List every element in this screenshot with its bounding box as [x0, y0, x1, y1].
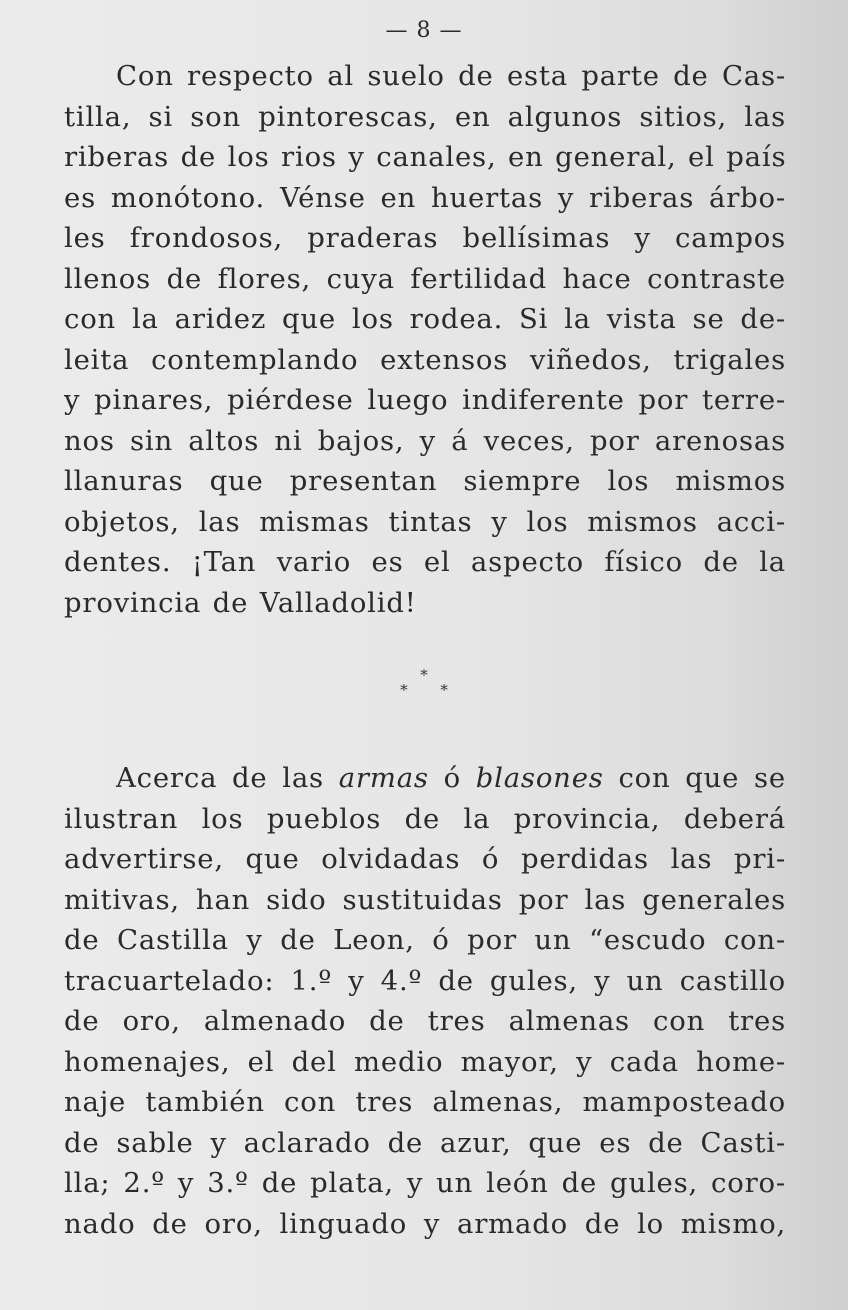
text-line: de Castilla y de Leon, ó por un “escudo con-: [64, 924, 786, 956]
text-line: nado de oro, linguado y armado de lo mismo,: [64, 1207, 786, 1240]
text-line: lla; 2.º y 3.º de plata, y un león de gules, coro-: [64, 1167, 786, 1199]
text-line: provincia de Valladolid!: [64, 586, 417, 619]
text-line: y pinares, piérdese luego indiferente por terre-: [64, 384, 786, 416]
ornament-stars-bottom: * *: [400, 681, 462, 699]
text-line: riberas de los rios y canales, en general, el país: [64, 141, 787, 173]
text-line: llenos de flores, cuya fertilidad hace contraste: [64, 262, 786, 295]
text-line: mitivas, han sido sustituidas por las generales: [64, 883, 786, 916]
text-line: ilustran los pueblos de la provincia, deberá: [64, 802, 786, 835]
ornament-star-top: *: [420, 666, 428, 684]
text-line: es monótono. Vénse en huertas y riberas árbo-: [64, 181, 786, 214]
text-line: les frondosos, praderas bellísimas y campos: [64, 222, 786, 254]
text-line: con la aridez que los rodea. Si la vista se de-: [64, 303, 786, 335]
italic-term-armas: armas: [338, 762, 429, 794]
paragraph-2: [64, 758, 786, 1244]
text-line: llanuras que presentan siempre los mismos: [64, 465, 786, 497]
text-run: con que se: [603, 762, 786, 794]
page-number: — 8 —: [385, 18, 463, 43]
text-line-first: [64, 758, 786, 799]
text-run: Acerca de las: [116, 762, 339, 794]
paragraph-1: [64, 56, 786, 623]
text-line: leita contemplando extensos viñedos, trigales: [64, 343, 786, 376]
italic-term-blasones: blasones: [475, 762, 604, 794]
text-line: naje también con tres almenas, mamposteado: [64, 1086, 786, 1118]
text-run: ó: [428, 762, 476, 794]
section-ornament: [0, 668, 848, 698]
text-line: tracuartelado: 1.º y 4.º de gules, y un castillo: [64, 964, 786, 997]
text-line: homenajes, el del medio mayor, y cada home-: [64, 1045, 786, 1078]
text-line: advertirse, que olvidadas ó perdidas las pri-: [64, 843, 786, 875]
text-line: Con respecto al suelo de esta parte de Cas-: [116, 60, 786, 92]
text-line: de oro, almenado de tres almenas con tres: [64, 1005, 786, 1037]
text-line: objetos, las mismas tintas y los mismos acci-: [64, 505, 786, 538]
text-line: nos sin altos ni bajos, y á veces, por arenosas: [64, 424, 786, 457]
text-line: de sable y aclarado de azur, que es de Casti-: [64, 1126, 786, 1159]
text-line: dentes. ¡Tan vario es el aspecto físico de la: [64, 546, 786, 578]
text-line: tilla, si son pintorescas, en algunos sitios, las: [64, 100, 786, 133]
